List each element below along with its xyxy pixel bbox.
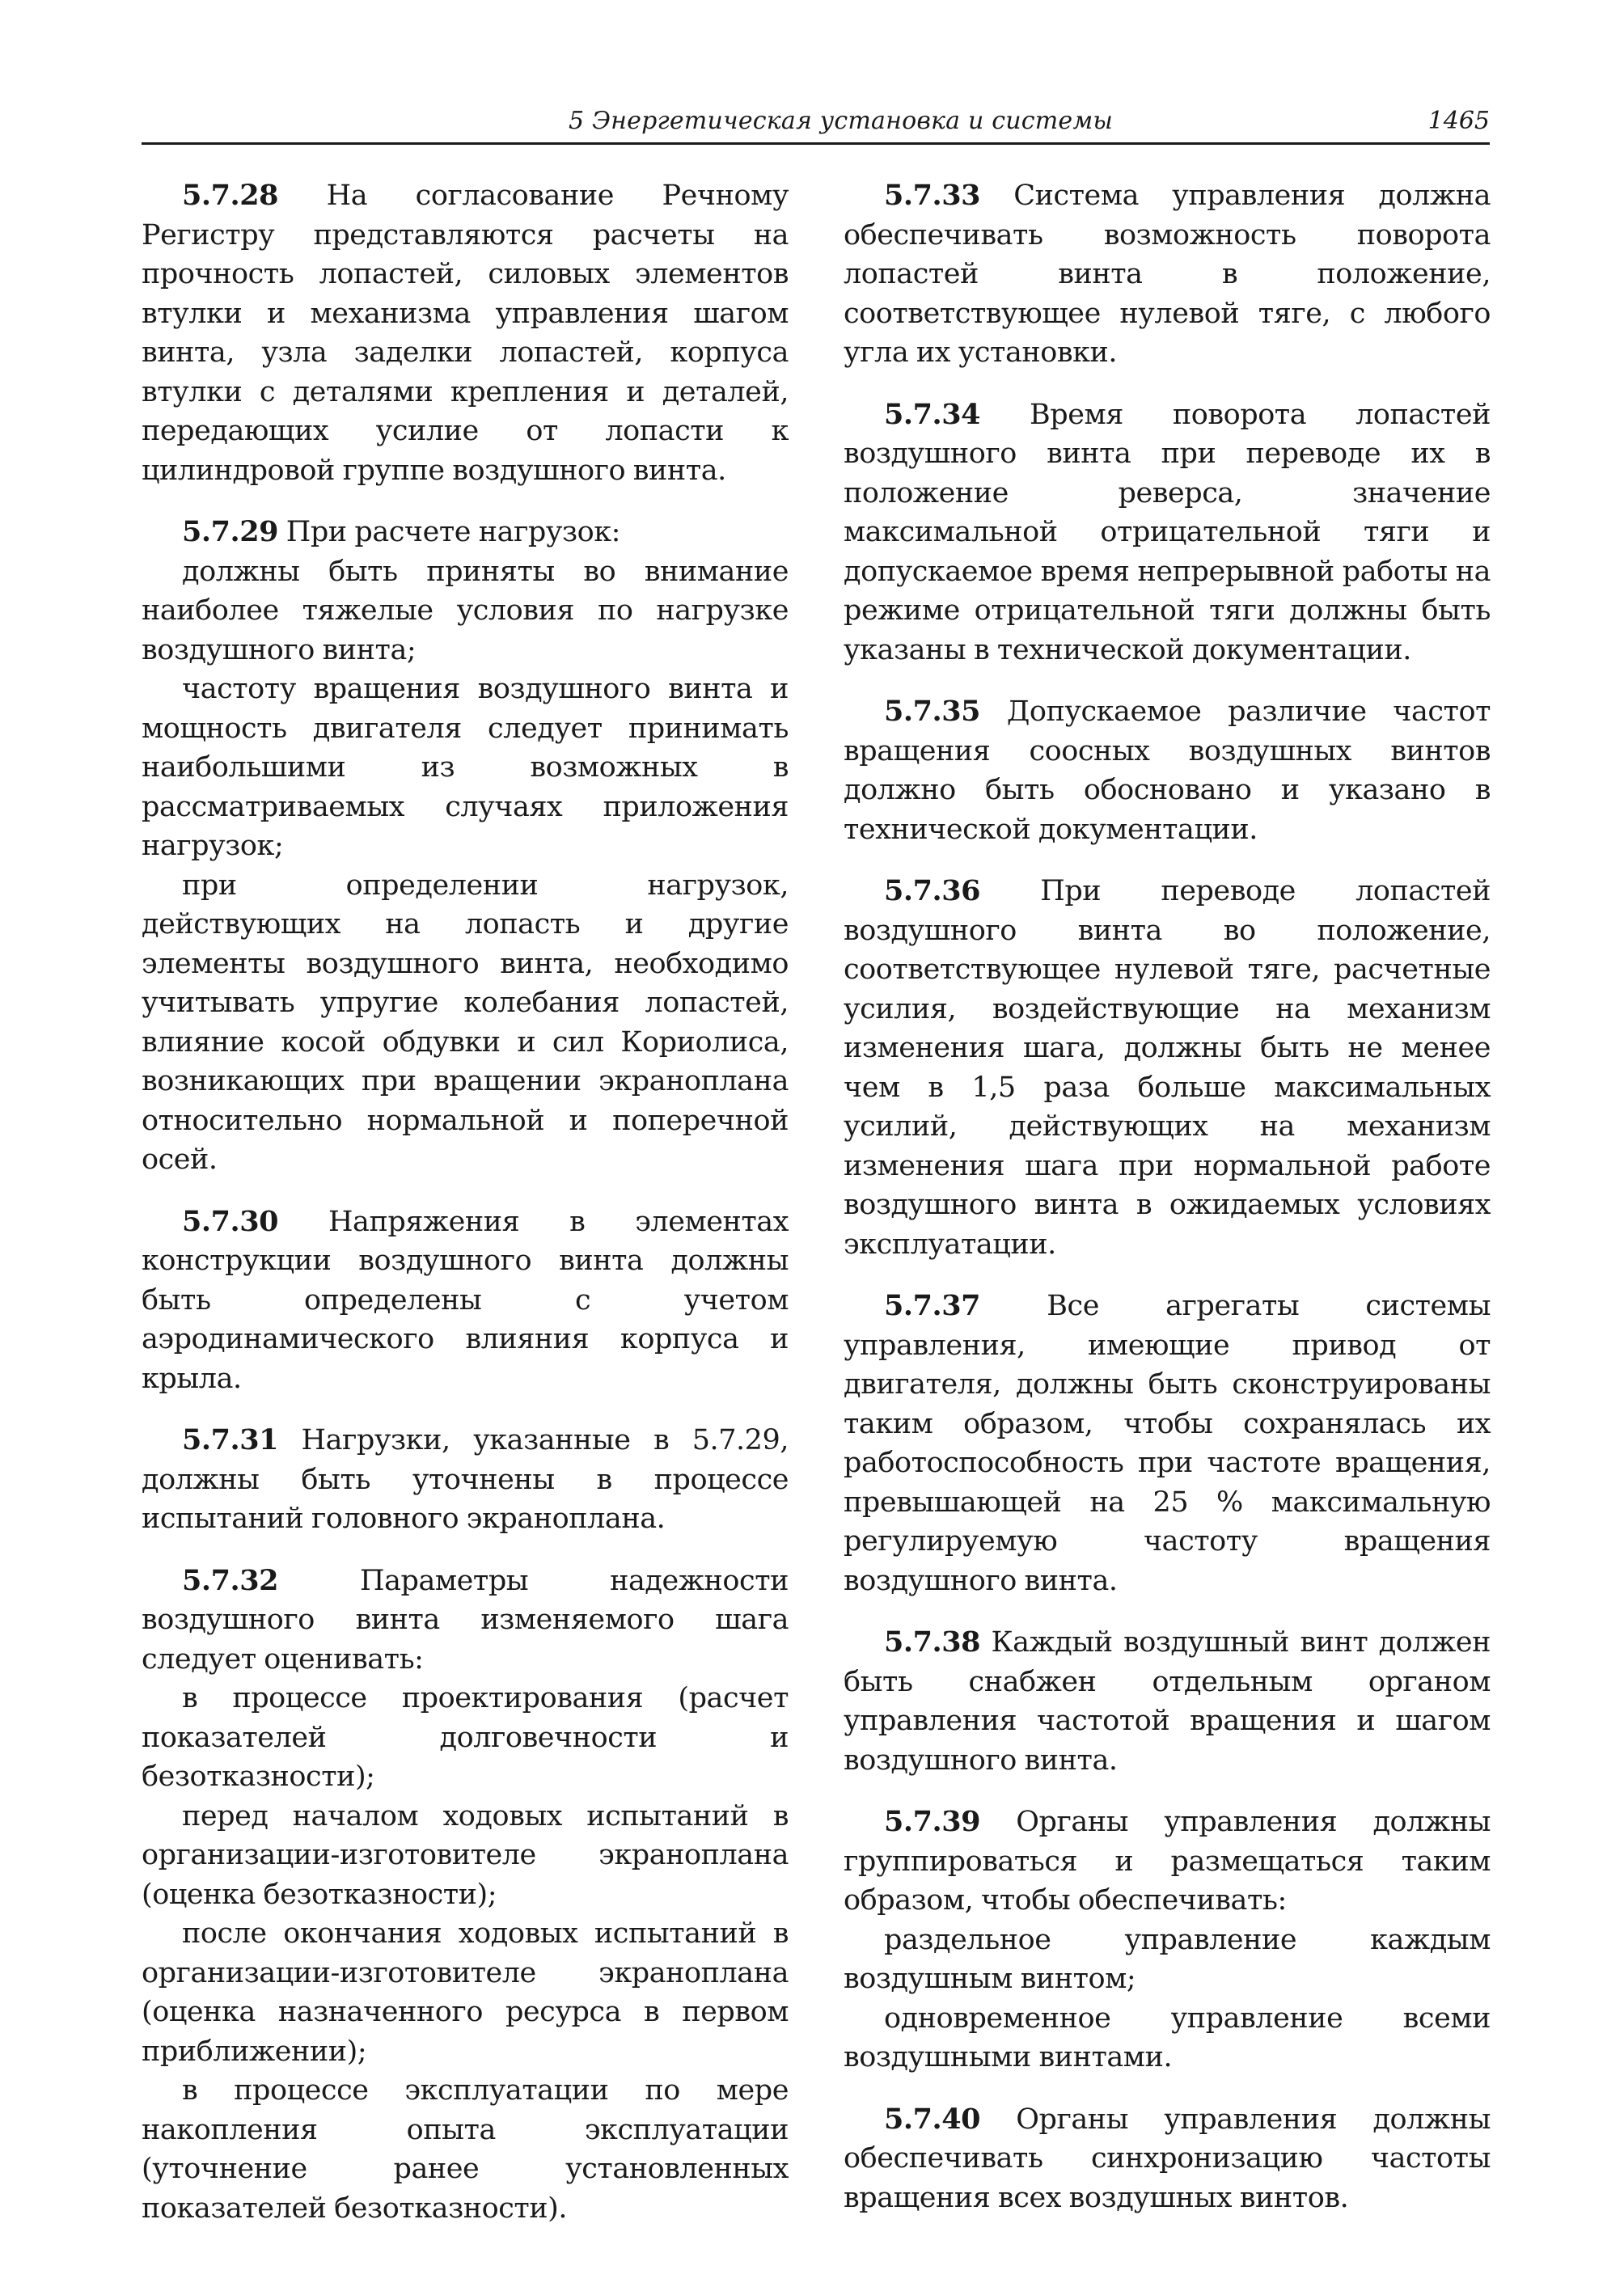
section-number: 5.7.31: [182, 1423, 279, 1456]
section-text: При расчете нагрузок:: [285, 516, 620, 548]
section-text: Органы управления должны группироваться и размещаться таким образом, чтобы обеспечивать:: [844, 1806, 1491, 1917]
section-number: 5.7.29: [182, 515, 279, 548]
section-text: Нагрузки, указанные в 5.7.29, должны быть уточнены в процессе испытаний головного экраноплана.: [142, 1424, 789, 1535]
list-item: в процессе проектирования (расчет показателей долговечности и безотказности);: [142, 1682, 789, 1793]
section-text: Параметры надежности воздушного винта изменяемого шага следует оценивать:: [142, 1564, 789, 1676]
section-5-7-40: [844, 2100, 1491, 2218]
section-number: 5.7.34: [884, 397, 981, 431]
section-number: 5.7.39: [884, 1805, 981, 1838]
section-text: Все агрегаты системы управления, имеющие привод от двигателя, должны быть сконструированы таким образом, чтобы сохранялась их работоспособность при частоте вращения, превышающей на 25 % максимальную регулируемую частоту вращения воздушного винта.: [844, 1290, 1491, 1597]
section-5-7-33: [844, 176, 1491, 373]
section-text: Напряжения в элементах конструкции воздушного винта должны быть определены с учетом аэродинамического влияния корпуса и крыла.: [142, 1205, 789, 1395]
section-text: Система управления должна обеспечивать возможность поворота лопастей винта в положение, соответствующее нулевой тяге, с любого угла их установки.: [844, 180, 1491, 369]
section-5-7-28: [142, 176, 789, 490]
section-5-7-39: [844, 1803, 1491, 1921]
list-item: при определении нагрузок, действующих на лопасть и другие элементы воздушного винта, необходимо учитывать упругие колебания лопастей, влияние косой обдувки и сил Кориолиса, возникающих при вращении экраноплана относительно нормальной и поперечной осей.: [142, 869, 789, 1176]
right-column: [844, 176, 1491, 2217]
section-5-7-37: [844, 1287, 1491, 1600]
section-text: Органы управления должны обеспечивать синхронизацию частоты вращения всех воздушных винтов.: [844, 2103, 1491, 2214]
chapter-title: 5 Энергетическая установка и системы: [569, 107, 1114, 135]
list-item: частоту вращения воздушного винта и мощность двигателя следует принимать наибольшими из возможных в рассматриваемых случаях приложения нагрузок;: [142, 673, 789, 862]
list-item: в процессе эксплуатации по мере накопления опыта эксплуатации (уточнение ранее установленных показателей безотказности).: [142, 2074, 789, 2225]
section-5-7-30: [142, 1203, 789, 1399]
section-number: 5.7.40: [884, 2102, 981, 2136]
section-number: 5.7.36: [884, 874, 981, 907]
section-5-7-32: [142, 1562, 789, 1680]
section-text: На согласование Речному Регистру представляются расчеты на прочность лопастей, силовых элементов втулки и механизма управления шагом винта, узла заделки лопастей, корпуса втулки с деталями крепления и деталей, передающих усилие от лопасти к цилиндровой группе воздушного винта.: [142, 180, 789, 487]
left-column: [142, 176, 789, 2228]
section-5-7-34: [844, 395, 1491, 670]
section-number: 5.7.30: [182, 1204, 279, 1238]
page-number: 1465: [1427, 107, 1490, 135]
section-5-7-35: [844, 692, 1491, 849]
section-5-7-31: [142, 1421, 789, 1539]
section-number: 5.7.33: [884, 179, 981, 212]
list-item: одновременное управление всеми воздушными винтами.: [844, 2001, 1491, 2073]
section-5-7-29: [142, 513, 789, 552]
page-header: [142, 104, 1490, 145]
list-item: раздельное управление каждым воздушным винтом;: [844, 1923, 1491, 1995]
section-text: При переводе лопастей воздушного винта во положение, соответствующее нулевой тяге, расчетные усилия, воздействующие на механизм изменения шага, должны быть не менее чем в 1,5 раза больше максимальных усилий, действующих на механизм изменения шага при нормальной работе воздушного винта в ожидаемых условиях эксплуатации.: [844, 875, 1491, 1261]
section-number: 5.7.32: [182, 1563, 279, 1597]
section-text: Допускаемое различие частот вращения соосных воздушных винтов должно быть обосновано и указано в технической документации.: [844, 695, 1491, 846]
list-item: после окончания ходовых испытаний в организации-изготовителе экраноплана (оценка назначенного ресурса в первом приближении);: [142, 1917, 789, 2068]
section-5-7-38: [844, 1623, 1491, 1780]
section-5-7-36: [844, 872, 1491, 1264]
section-text: Каждый воздушный винт должен быть снабжен отдельным органом управления частотой вращения и шагом воздушного винта.: [844, 1626, 1491, 1777]
section-number: 5.7.37: [884, 1289, 981, 1322]
section-number: 5.7.28: [182, 179, 279, 212]
list-item: перед началом ходовых испытаний в организации-изготовителе экраноплана (оценка безотказности);: [142, 1799, 789, 1911]
section-number: 5.7.35: [884, 695, 981, 728]
section-number: 5.7.38: [884, 1625, 981, 1659]
list-item: должны быть приняты во внимание наиболее тяжелые условия по нагрузке воздушного винта;: [142, 555, 789, 666]
section-text: Время поворота лопастей воздушного винта при переводе их в положение реверса, значение максимальной отрицательной тяги и допускаемое время непрерывной работы на режиме отрицательной тяги должны быть указаны в технической документации.: [844, 398, 1491, 666]
